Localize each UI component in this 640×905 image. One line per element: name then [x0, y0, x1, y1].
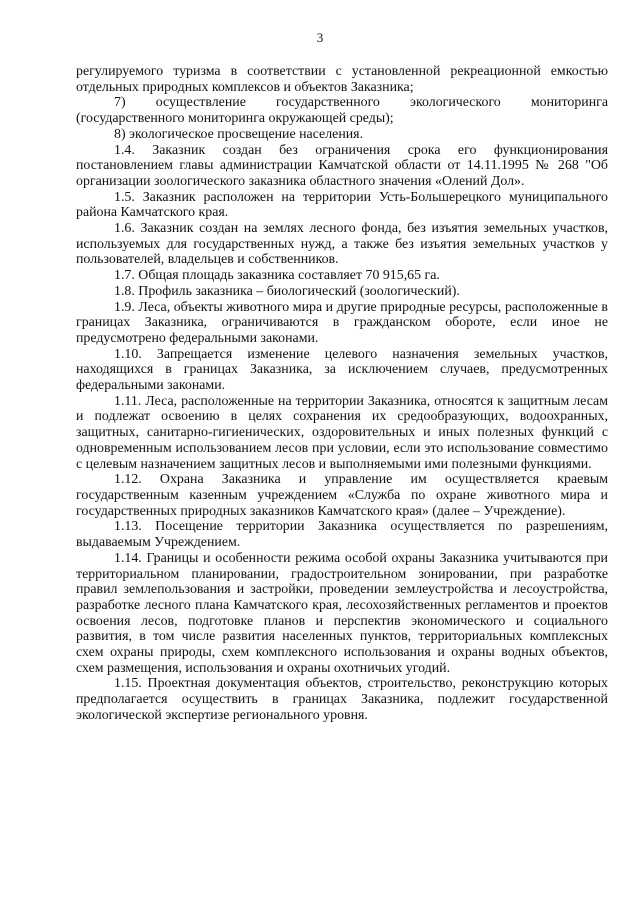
- paragraph-item-8: 8) экологическое просвещение населения.: [114, 126, 364, 142]
- paragraph-1-13: 1.13. Посещение территории Заказника осуществляется по разрешениям, выдаваемым Учреждением.: [76, 519, 608, 551]
- paragraph-1-7: 1.7. Общая площадь заказника составляет 70 915,65 га.: [114, 268, 440, 284]
- paragraph-1-5: 1.5. Заказник расположен на территории Усть-Большерецкого муниципального района Камчатского края.: [76, 189, 608, 221]
- paragraph-continuation: регулируемого туризма в соответствии с установленной рекреационной емкостью отдельных природных комплексов и объектов Заказника;: [76, 64, 608, 95]
- paragraph-1-12: 1.12. Охрана Заказника и управление им осуществляется краевым государственным казенным учреждением «Служба по охране животного мира и государственных природных заказников Камчатского края» (далее – Учреждение).: [76, 472, 608, 519]
- document-body: [76, 64, 608, 724]
- paragraph-1-6: 1.6. Заказник создан на землях лесного фонда, без изъятия земельных участков, используемых для государственных нужд, а также без изъятия земельных участков у пользователей, владельцев и собственников.: [76, 221, 608, 268]
- paragraph-1-11: 1.11. Леса, расположенные на территории Заказника, относятся к защитным лесам и подлежат освоению в целях сохранения их средообразующих, водоохранных, защитных, санитарно-гигиенических, оздоровительных и иных полезных функций с одновременным использованием лесов при условии, если это использование совместимо с целевым назначением защитных лесов и выполняемыми ими полезными функциями.: [76, 393, 608, 472]
- paragraph-1-8: 1.8. Профиль заказника – биологический (зоологический).: [114, 283, 460, 299]
- page-number: 3: [316, 30, 324, 45]
- paragraph-1-9: 1.9. Леса, объекты животного мира и другие природные ресурсы, расположенные в границах Заказника, ограничиваются в гражданском обороте, если иное не предусмотрено федеральными законами.: [76, 299, 608, 346]
- paragraph-1-14: 1.14. Границы и особенности режима особой охраны Заказника учитываются при территориальном планировании, градостроительном зонировании, при разработке правил землепользования и застройки, проведении землеустройства и лесоустройства, разработке лесного плана Камчатского края, лесохозяйственных регламентов и проектов освоения лесов, подготовке планов и перспектив экономического и социального развития, в том числе развития населенных пунктов, территориальных комплексных схем охраны природы, схем комплексного использования и охраны водных объектов, схем размещения, использования и охраны охотничьих угодий.: [76, 550, 608, 676]
- paragraph-1-4: 1.4. Заказник создан без ограничения срока его функционирования постановлением главы администрации Камчатской области от 14.11.1995 № 268 "Об организации зоологического заказника областного значения «Олений Дол».: [76, 142, 608, 189]
- paragraph-1-15: 1.15. Проектная документация объектов, строительство, реконструкцию которых предполагается осуществить в границах Заказника, подлежит государственной экологической экспертизе регионального уровня.: [76, 676, 608, 723]
- paragraph-item-7: 7) осуществление государственного экологического мониторинга (государственного мониторинга окружающей среды);: [76, 95, 608, 127]
- paragraph-1-10: 1.10. Запрещается изменение целевого назначения земельных участков, находящихся в границах Заказника, за исключением случаев, предусмотренных федеральными законами.: [76, 346, 608, 394]
